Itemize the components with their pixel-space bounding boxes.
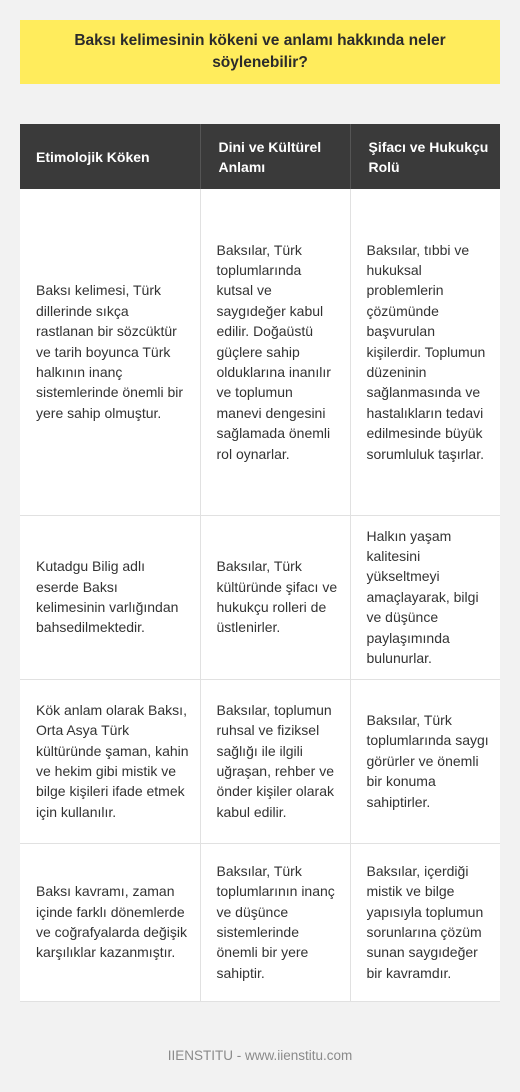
table-cell: Baksılar, Türk toplumlarının inanç ve düşünce sistemlerinde önemli bir yere sahiptir.: [200, 843, 350, 1001]
table-cell: Baksı kavramı, zaman içinde farklı dönemlerde ve coğrafyalarda değişik karşılıklar kazanmıştır.: [20, 843, 200, 1001]
table-cell: Kutadgu Bilig adlı eserde Baksı kelimesinin varlığından bahsedilmektedir.: [20, 515, 200, 679]
page-title: Baksı kelimesinin kökeni ve anlamı hakkında neler söylenebilir?: [74, 32, 446, 71]
column-header-etymology: Etimolojik Köken: [20, 124, 200, 189]
column-header-healer-jurist: Şifacı ve Hukukçu Rolü: [350, 124, 500, 189]
table-cell: Baksılar, toplumun ruhsal ve fiziksel sağlığı ile ilgili uğraşan, rehber ve önder kişiler olarak kabul edilir.: [200, 679, 350, 843]
table-row: [20, 679, 500, 843]
table-row: [20, 189, 500, 515]
table-cell: Kök anlam olarak Baksı, Orta Asya Türk kültüründe şaman, kahin ve hekim gibi mistik ve bilge kişileri ifade etmek için kullanılır.: [20, 679, 200, 843]
table-row: [20, 843, 500, 1001]
table-cell: Baksılar, Türk kültüründe şifacı ve hukukçu rolleri de üstlenirler.: [200, 515, 350, 679]
table-cell: Baksılar, Türk toplumlarında kutsal ve saygıdeğer kabul edilir. Doğaüstü güçlere sahip olduklarına inanılır ve toplumun manevi dengesini sağlamada önemli rol oynarlar.: [200, 189, 350, 515]
table-header-row: [20, 124, 500, 189]
table-cell: Baksılar, tıbbi ve hukuksal problemlerin çözümünde başvurulan kişilerdir. Toplumun düzeninin sağlanmasında ve hastalıkların tedavi edilmesinde büyük sorumluluk taşırlar.: [350, 189, 500, 515]
table-cell: Baksılar, Türk toplumlarında saygı görürler ve önemli bir konuma sahiptirler.: [350, 679, 500, 843]
title-banner: [20, 20, 500, 84]
table-cell: Baksı kelimesi, Türk dillerinde sıkça rastlanan bir sözcüktür ve tarih boyunca Türk halkının inanç sistemlerinde önemli bir yere sahip olmuştur.: [20, 189, 200, 515]
column-header-religious-cultural: Dini ve Kültürel Anlamı: [200, 124, 350, 189]
table-cell: Baksılar, içerdiği mistik ve bilge yapısıyla toplumun sorunlarına çözüm sunan saygıdeğer bir kavramdır.: [350, 843, 500, 1001]
footer-credit: IIENSTITU - www.iienstitu.com: [167, 1048, 353, 1063]
table-cell: Halkın yaşam kalitesini yükseltmeyi amaçlayarak, bilgi ve düşünce paylaşımında bulunurlar.: [350, 515, 500, 679]
table-row: [20, 515, 500, 679]
info-table: [20, 124, 500, 1002]
